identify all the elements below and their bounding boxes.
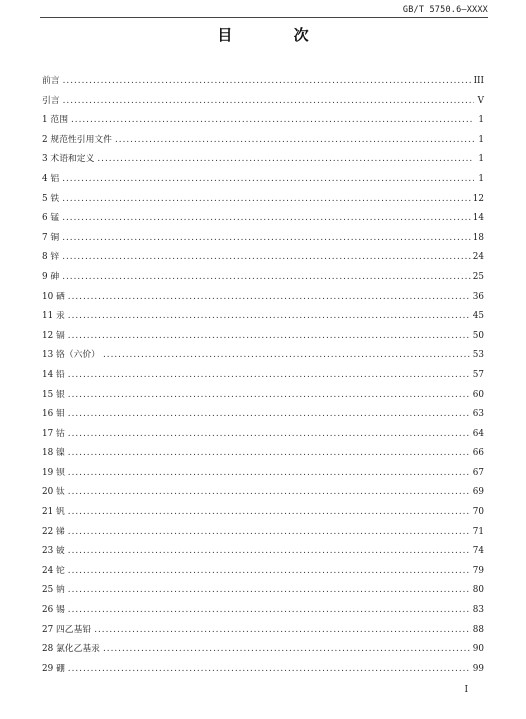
standard-code: GB/T 5750.6—XXXX (402, 5, 488, 15)
toc-entry-label: 8 锌 (42, 252, 60, 263)
toc-entry-label: 18 镍 (42, 448, 65, 459)
toc-dot-leader (68, 444, 471, 464)
toc-entry-page: 1 (478, 173, 484, 184)
toc-dot-leader (62, 268, 471, 288)
toc-entry-label: 25 钠 (42, 585, 65, 596)
toc-entry[interactable] (42, 366, 484, 386)
toc-entry[interactable] (42, 562, 484, 582)
toc-entry-page: 60 (472, 389, 484, 400)
header-rule (40, 17, 488, 18)
toc-entry-page: 57 (472, 369, 484, 380)
toc-dot-leader (62, 170, 474, 190)
toc-entry[interactable] (42, 621, 484, 641)
toc-entry-page: 83 (472, 605, 484, 616)
table-of-contents (42, 72, 484, 679)
page-number: I (464, 685, 468, 695)
toc-entry-page: 66 (472, 448, 484, 459)
toc-entry-page: 74 (472, 546, 484, 557)
toc-entry-label: 6 锰 (42, 213, 60, 224)
toc-entry-label: 4 铝 (42, 173, 60, 184)
toc-entry-label: 17 钴 (42, 428, 65, 439)
toc-dot-leader (68, 425, 471, 445)
toc-dot-leader (62, 229, 471, 249)
toc-entry-page: 14 (472, 213, 484, 224)
toc-entry-label: 22 锑 (42, 526, 65, 537)
toc-dot-leader (71, 111, 474, 131)
toc-entry[interactable] (42, 346, 484, 366)
toc-entry-label: 13 铬（六价） (42, 350, 100, 361)
toc-entry-label: 12 镉 (42, 330, 65, 341)
toc-dot-leader (68, 327, 471, 347)
toc-entry-page: V (477, 95, 484, 106)
toc-entry[interactable] (42, 229, 484, 249)
toc-entry-label: 27 四乙基铅 (42, 624, 92, 635)
toc-entry-label: 23 铍 (42, 546, 65, 557)
toc-entry-label: 5 铁 (42, 193, 60, 204)
toc-entry-label: 24 铊 (42, 565, 65, 576)
toc-entry-label: 10 硒 (42, 291, 65, 302)
toc-entry-label: 2 规范性引用文件 (42, 134, 112, 145)
toc-entry[interactable] (42, 327, 484, 347)
toc-dot-leader (68, 307, 471, 327)
toc-entry[interactable] (42, 425, 484, 445)
toc-entry-label: 3 术语和定义 (42, 154, 95, 165)
toc-entry[interactable] (42, 503, 484, 523)
toc-entry-page: 25 (472, 271, 484, 282)
toc-entry[interactable] (42, 640, 484, 660)
toc-entry-label: 19 钡 (42, 467, 65, 478)
toc-entry[interactable] (42, 111, 484, 131)
toc-entry-label: 16 钼 (42, 409, 65, 420)
toc-dot-leader (68, 581, 471, 601)
toc-entry[interactable] (42, 405, 484, 425)
toc-entry[interactable] (42, 150, 484, 170)
toc-entry[interactable] (42, 483, 484, 503)
toc-dot-leader (62, 209, 471, 229)
toc-entry-label: 26 锡 (42, 605, 65, 616)
toc-dot-leader (94, 621, 471, 641)
toc-entry-label: 11 汞 (42, 311, 65, 322)
toc-entry-page: 1 (478, 115, 484, 126)
toc-entry-page: 45 (472, 311, 484, 322)
toc-dot-leader (68, 464, 471, 484)
toc-dot-leader (68, 601, 471, 621)
toc-entry[interactable] (42, 170, 484, 190)
toc-entry-page: 36 (472, 291, 484, 302)
toc-dot-leader (103, 640, 471, 660)
toc-dot-leader (68, 386, 471, 406)
toc-entry-label: 20 钛 (42, 487, 65, 498)
toc-dot-leader (115, 131, 474, 151)
toc-entry[interactable] (42, 131, 484, 151)
toc-entry[interactable] (42, 307, 484, 327)
toc-entry[interactable] (42, 209, 484, 229)
toc-entry-page: III (473, 76, 484, 86)
toc-entry-page: 69 (472, 487, 484, 498)
toc-entry-label: 21 钒 (42, 507, 65, 518)
toc-entry[interactable] (42, 660, 484, 680)
toc-entry[interactable] (42, 72, 484, 92)
toc-dot-leader (103, 346, 471, 366)
toc-dot-leader (68, 483, 471, 503)
toc-dot-leader (68, 288, 471, 308)
toc-entry-page: 1 (478, 154, 484, 165)
toc-dot-leader (97, 150, 474, 170)
toc-entry[interactable] (42, 523, 484, 543)
toc-entry-page: 80 (472, 585, 484, 596)
toc-entry-label: 7 铜 (42, 232, 60, 243)
toc-entry-page: 53 (472, 350, 484, 361)
toc-entry[interactable] (42, 581, 484, 601)
toc-entry[interactable] (42, 444, 484, 464)
toc-entry-label: 15 银 (42, 389, 65, 400)
toc-entry-page: 18 (472, 232, 484, 243)
toc-entry[interactable] (42, 464, 484, 484)
toc-entry[interactable] (42, 386, 484, 406)
toc-entry[interactable] (42, 248, 484, 268)
toc-entry-page: 50 (472, 330, 484, 341)
toc-dot-leader (63, 92, 474, 112)
toc-dot-leader (63, 72, 472, 92)
toc-dot-leader (68, 542, 471, 562)
toc-entry-label: 14 铅 (42, 369, 65, 380)
toc-entry-label: 29 硼 (42, 663, 65, 674)
toc-entry-label: 9 砷 (42, 271, 60, 282)
toc-entry-label: 前言 (42, 76, 60, 86)
toc-title: 目 次 (217, 26, 337, 44)
toc-entry-page: 79 (472, 565, 484, 576)
toc-entry-label: 28 氯化乙基汞 (42, 644, 100, 655)
toc-entry-page: 24 (472, 252, 484, 263)
toc-dot-leader (62, 248, 471, 268)
toc-entry-page: 63 (472, 409, 484, 420)
toc-entry-page: 71 (472, 526, 484, 537)
toc-entry-label: 1 范围 (42, 115, 68, 126)
toc-entry-page: 88 (472, 624, 484, 635)
toc-dot-leader (68, 366, 471, 386)
toc-dot-leader (68, 405, 471, 425)
toc-entry-page: 1 (478, 134, 484, 145)
toc-entry-page: 90 (472, 644, 484, 655)
toc-entry[interactable] (42, 190, 484, 210)
toc-dot-leader (68, 562, 471, 582)
toc-entry[interactable] (42, 268, 484, 288)
toc-entry-page: 64 (472, 428, 484, 439)
toc-dot-leader (68, 523, 471, 543)
toc-entry-label: 引言 (42, 95, 60, 106)
toc-dot-leader (68, 503, 471, 523)
toc-dot-leader (62, 190, 471, 210)
toc-dot-leader (68, 660, 471, 680)
toc-entry-page: 12 (472, 193, 484, 204)
toc-entry-page: 70 (472, 507, 484, 518)
toc-entry[interactable] (42, 92, 484, 112)
toc-entry-page: 67 (472, 467, 484, 478)
toc-entry[interactable] (42, 542, 484, 562)
toc-entry[interactable] (42, 288, 484, 308)
toc-entry[interactable] (42, 601, 484, 621)
toc-entry-page: 99 (472, 663, 484, 674)
